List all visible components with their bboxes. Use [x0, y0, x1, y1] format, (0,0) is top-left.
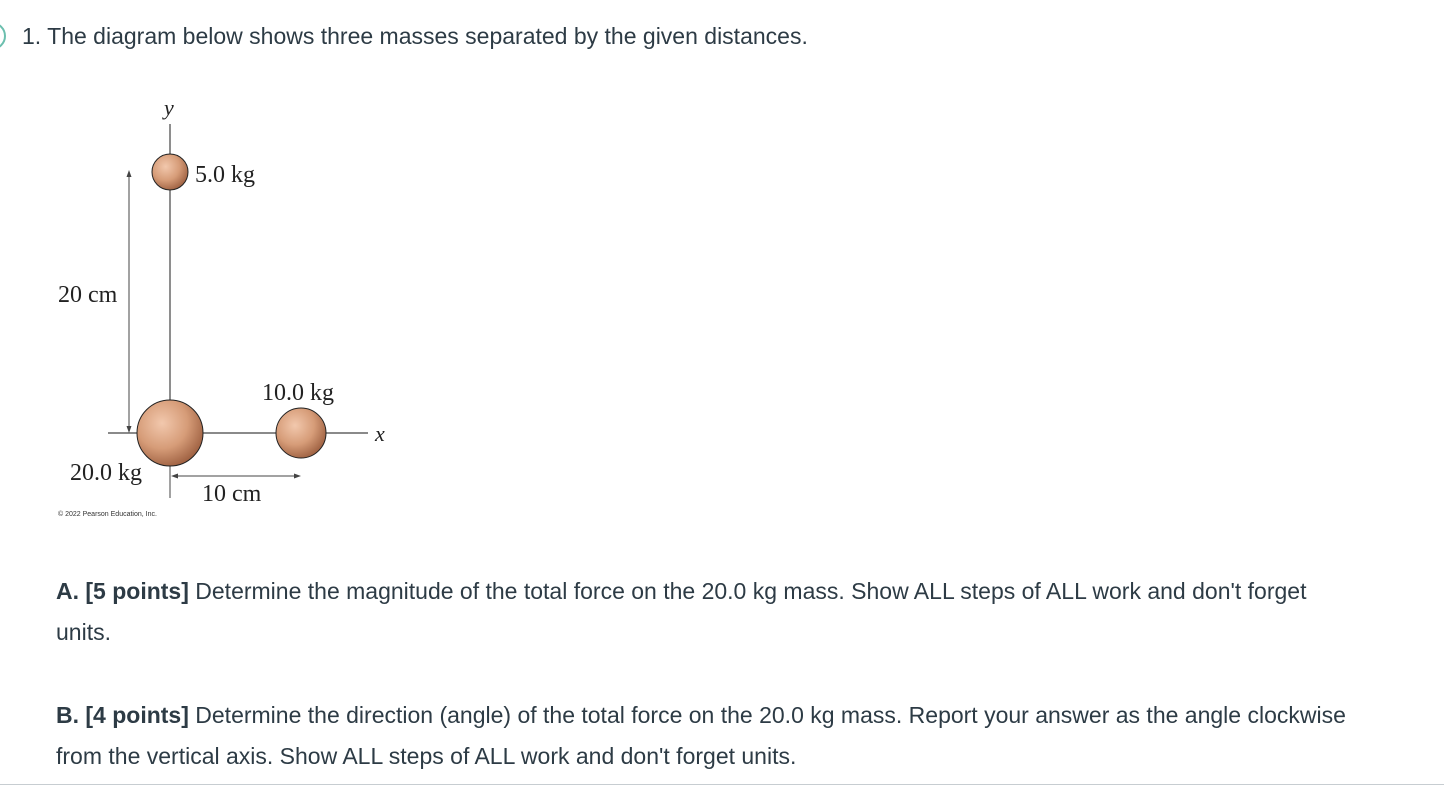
masses-diagram [0, 90, 420, 530]
horizontal-dimension-arrow-right [294, 474, 301, 479]
vertical-dimension-arrow-down [127, 426, 132, 433]
question-title: 1. The diagram below shows three masses separated by the given distances. [22, 23, 808, 49]
vertical-distance-label: 20 cm [58, 282, 118, 308]
part-a-text: Determine the magnitude of the total force on the 20.0 kg mass. Show ALL steps of ALL work and don't forget units. [56, 578, 1307, 645]
mass-10kg-sphere [276, 408, 326, 458]
part-b-label: B. [4 points] [56, 702, 189, 728]
part-a-prompt [56, 571, 1346, 653]
bottom-divider [0, 784, 1444, 785]
copyright-credit: © 2022 Pearson Education, Inc. [58, 511, 157, 518]
mass-20kg-label: 20.0 kg [70, 460, 142, 486]
vertical-dimension-arrow-up [127, 170, 132, 177]
mass-5kg-label: 5.0 kg [195, 162, 255, 188]
part-a-label: A. [5 points] [56, 578, 189, 604]
y-axis-label: y [164, 95, 174, 120]
horizontal-distance-label: 10 cm [202, 481, 262, 507]
part-b-text: Determine the direction (angle) of the total force on the 20.0 kg mass. Report your answer as the angle clockwise from the vertical axis. Show ALL steps of ALL work and don't forget units. [56, 702, 1346, 769]
question-status-icon [0, 22, 6, 50]
part-b-prompt [56, 695, 1346, 777]
horizontal-dimension-arrow-left [171, 474, 178, 479]
x-axis-label: x [375, 421, 385, 446]
mass-5kg-sphere [152, 154, 188, 190]
mass-10kg-label: 10.0 kg [262, 380, 334, 406]
mass-20kg-sphere [137, 400, 203, 466]
